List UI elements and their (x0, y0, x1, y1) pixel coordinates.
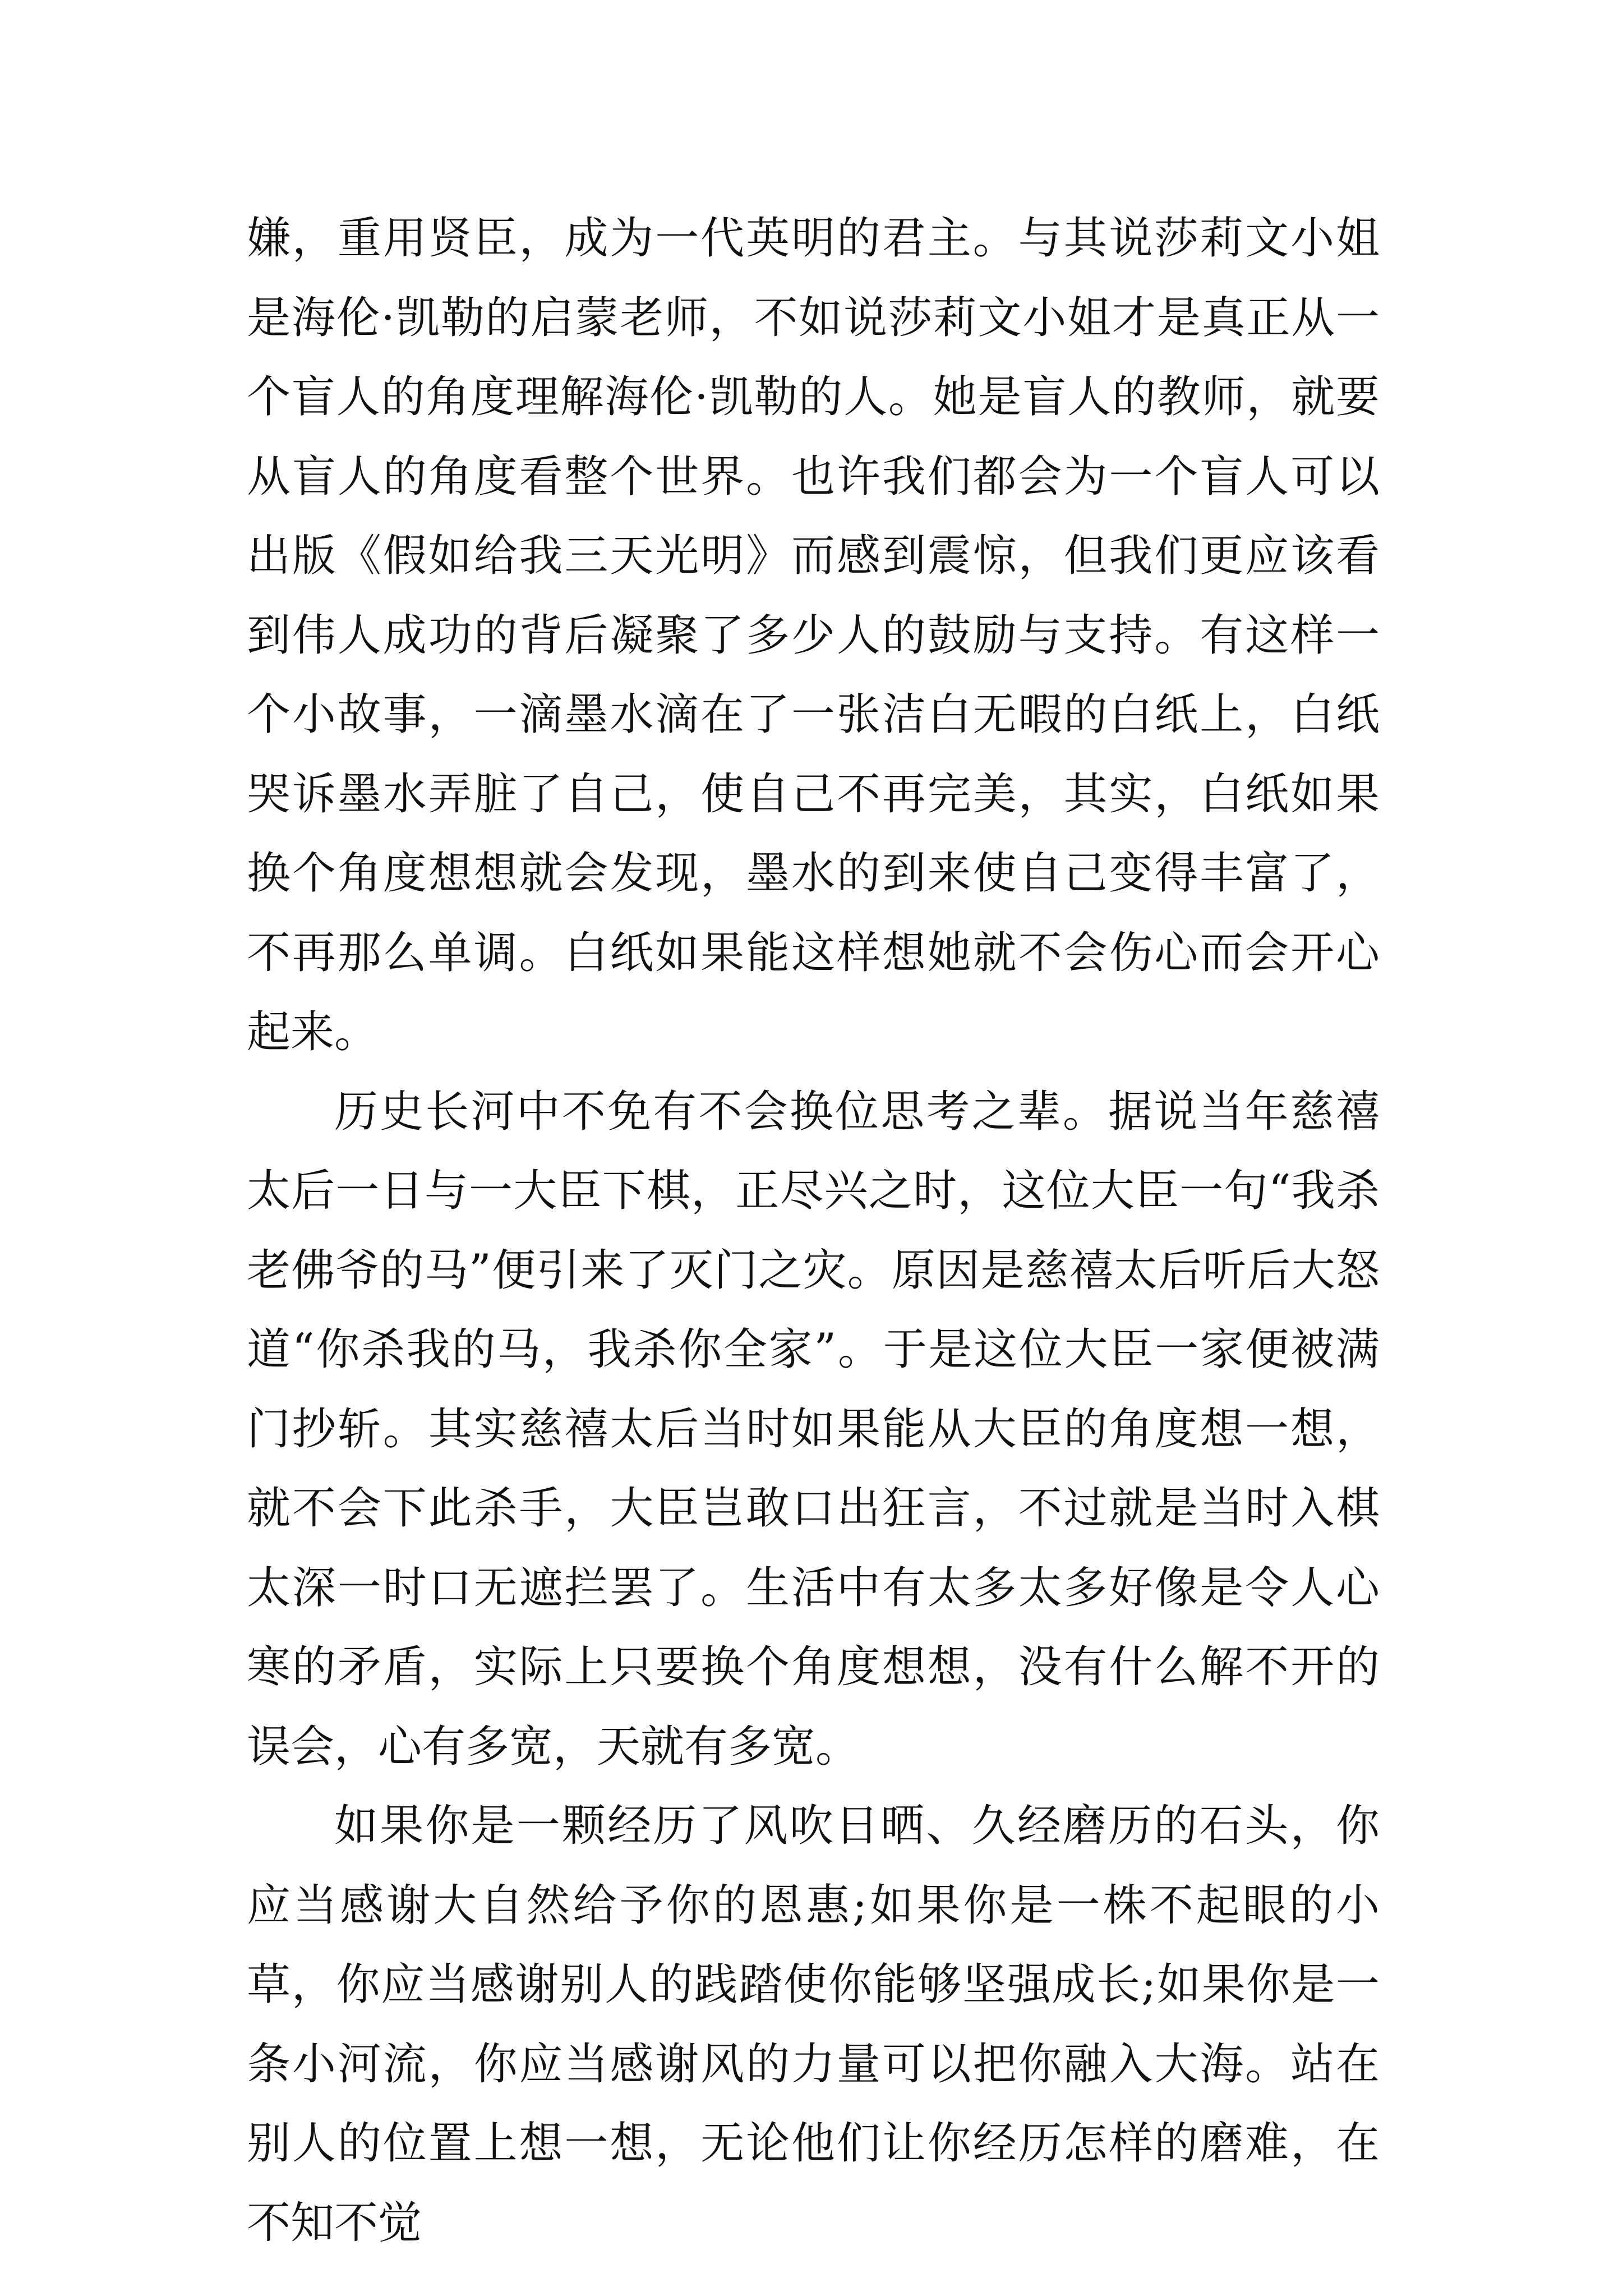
paragraph-1: 嫌，重用贤臣，成为一代英明的君主。与其说莎莉文小姐是海伦·凯勒的启蒙老师，不如说莎莉文小姐才是真正从一个盲人的角度理解海伦·凯勒的人。她是盲人的教师，就要从盲人的角度看整个世界。也许我们都会为一个盲人可以出版《假如给我三天光明》而感到震惊，但我们更应该看到伟人成功的背后凝聚了多少人的鼓励与支持。有这样一个小故事，一滴墨水滴在了一张洁白无暇的白纸上，白纸哭诉墨水弄脏了自己，使自己不再完美，其实，白纸如果换个角度想想就会发现，墨水的到来使自己变得丰富了，不再那么单调。白纸如果能这样想她就不会伤心而会开心起来。 (247, 213, 1380, 1057)
paragraph-3: 如果你是一颗经历了风吹日晒、久经磨历的石头，你应当感谢大自然给予你的恩惠;如果你是一株不起眼的小草，你应当感谢别人的践踏使你能够坚强成长;如果你是一条小河流，你应当感谢风的力量可以把你融入大海。站在别人的位置上想一想，无论他们让你经历怎样的磨难，在不知不觉 (247, 1801, 1380, 2248)
body-text (247, 199, 1380, 2263)
paragraph-2: 历史长河中不免有不会换位思考之辈。据说当年慈禧太后一日与一大臣下棋，正尽兴之时，这位大臣一句“我杀老佛爷的马”便引来了灭门之灾。原因是慈禧太后听后大怒道“你杀我的马，我杀你全家”。于是这位大臣一家便被满门抄斩。其实慈禧太后当时如果能从大臣的角度想一想，就不会下此杀手，大臣岂敢口出狂言，不过就是当时入棋太深一时口无遮拦罢了。生活中有太多太多好像是令人心寒的矛盾，实际上只要换个角度想想，没有什么解不开的误会，心有多宽，天就有多宽。 (247, 1086, 1380, 1772)
